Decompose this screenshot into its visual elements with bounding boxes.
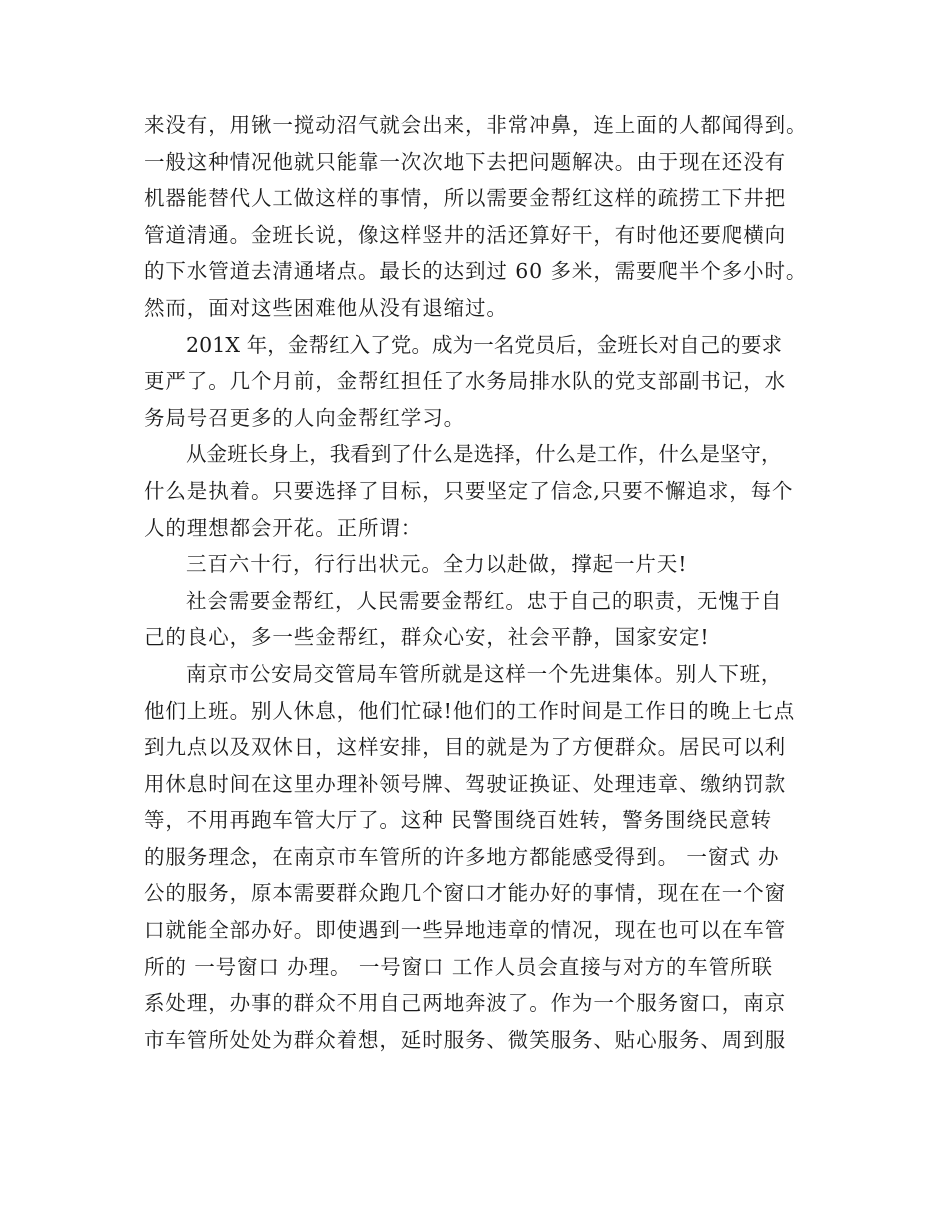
text-line: 己的良心，多一些金帮红，群众心安，社会平静，国家安定! bbox=[144, 625, 710, 650]
text-line: 来没有，用锹一搅动沼气就会出来，非常冲鼻，连上面的人都闻得到。 bbox=[144, 113, 808, 137]
document-body bbox=[144, 107, 824, 1058]
text-line: 用休息时间在这里办理补领号牌、驾驶证换证、处理违章、缴纳罚款 bbox=[144, 771, 786, 796]
text-line: 务局号召更多的人向金帮红学习。 bbox=[144, 405, 465, 430]
text-line: 更严了。几个月前，金帮红担任了水务局排水队的党支部副书记，水 bbox=[144, 369, 786, 394]
text-line: 从金班长身上，我看到了什么是选择，什么是工作，什么是坚守， bbox=[186, 442, 782, 467]
text-line: 市车管所处处为群众着想，延时服务、微笑服务、贴心服务、周到服 bbox=[144, 1027, 786, 1052]
text-line: 人的理想都会开花。正所谓： bbox=[144, 515, 423, 540]
text-line: 一般这种情况他就只能靠一次次地下去把问题解决。由于现在还没有 bbox=[144, 149, 786, 174]
text-line: 201X 年，金帮红入了党。成为一名党员后，金班长对自己的要求 bbox=[186, 332, 783, 357]
text-line: 系处理，办事的群众不用自己两地奔波了。作为一个服务窗口，南京 bbox=[144, 991, 786, 1016]
text-line: 南京市公安局交管局车管所就是这样一个先进集体。别人下班， bbox=[186, 661, 783, 686]
text-line: 他们上班。别人休息，他们忙碌!他们的工作时间是工作日的晚上七点 bbox=[144, 698, 796, 723]
text-line: 所的 一号窗口 办理。 一号窗口 工作人员会直接与对方的车管所联 bbox=[144, 954, 773, 979]
text-line: 公的服务，原本需要群众跑几个窗口才能办好的事情，现在在一个窗 bbox=[144, 881, 786, 906]
text-line: 等，不用再跑车管大厅了。这种 民警围绕百姓转，警务围绕民意转 bbox=[144, 808, 773, 833]
text-line: 机器能替代人工做这样的事情，所以需要金帮红这样的疏捞工下井把 bbox=[144, 186, 786, 211]
text-line: 管道清通。金班长说，像这样竖井的活还算好干，有时他还要爬横向 bbox=[144, 222, 786, 247]
text-line: 然而，面对这些困难他从没有退缩过。 bbox=[144, 295, 508, 320]
text-line: 到九点以及双休日，这样安排，目的就是为了方便群众。居民可以利 bbox=[144, 735, 786, 760]
text-line: 口就能全部办好。即使遇到一些异地违章的情况，现在也可以在车管 bbox=[144, 918, 786, 943]
text-line: 什么是执着。只要选择了目标，只要坚定了信念,只要不懈追求，每个 bbox=[144, 478, 794, 503]
text-line: 的服务理念，在南京市车管所的许多地方都能感受得到。 一窗式 办 bbox=[144, 844, 780, 869]
text-line: 的下水管道去清通堵点。最长的达到过 60 多米，需要爬半个多小时。 bbox=[144, 259, 808, 284]
text-line: 三百六十行，行行出状元。全力以赴做，撑起一片天! bbox=[186, 552, 688, 577]
text-line: 社会需要金帮红，人民需要金帮红。忠于自己的职责，无愧于自 bbox=[186, 588, 783, 613]
